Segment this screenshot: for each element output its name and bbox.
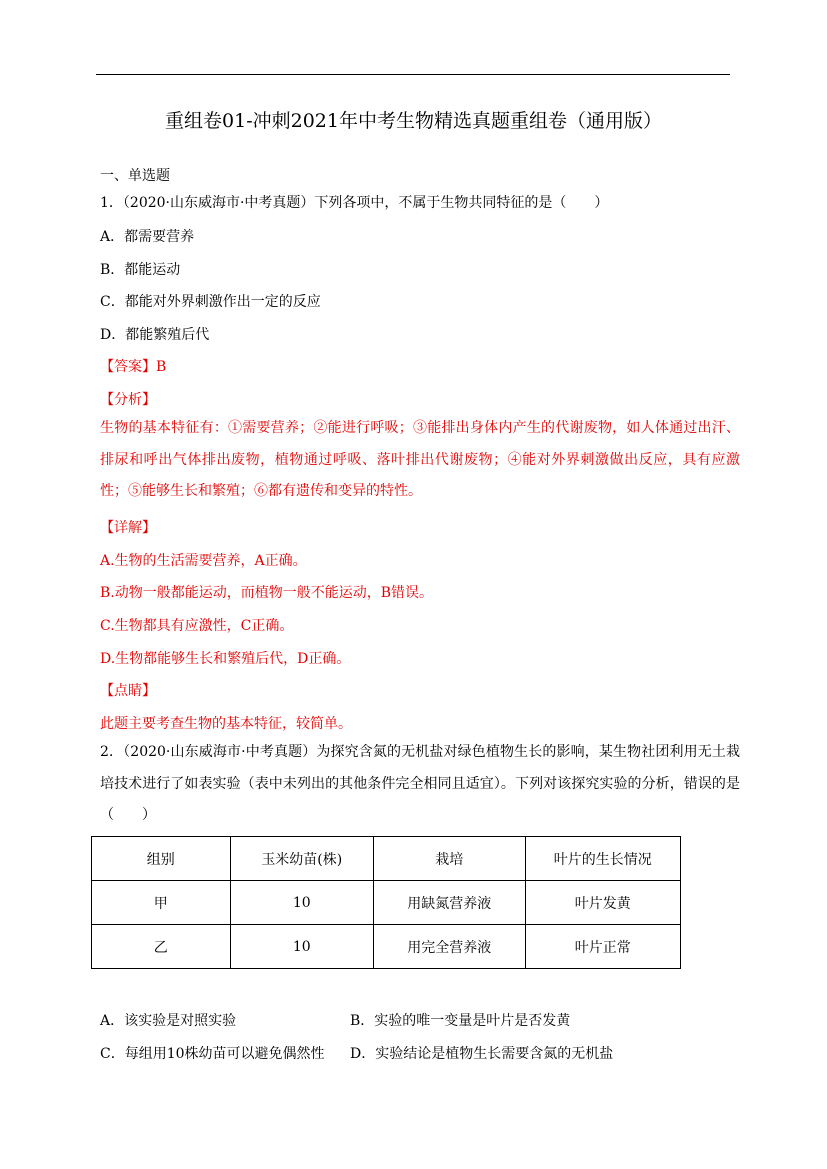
q1-detail-heading: 【详解】 bbox=[100, 520, 156, 536]
table-cell: 10 bbox=[230, 881, 374, 925]
q2-option-d: D．实验结论是植物生长需要含氮的无机盐 bbox=[350, 1046, 614, 1062]
q2-option-a: A．该实验是对照实验 bbox=[100, 1013, 237, 1029]
q1-analysis-text: 生物的基本特征有：①需要营养；②能进行呼吸；③能排出身体内产生的代谢废物，如人体通过出汗、排尿和呼出气体排出废物，植物通过呼吸、落叶排出代谢废物；④能对外界刺激做出反应，具有应激性；⑤能够生长和繁殖；⑥都有遗传和变异的特性。 bbox=[100, 420, 740, 499]
q1-comment-text: 此题主要考查生物的基本特征，较简单。 bbox=[100, 716, 352, 732]
question-1-stem: 1．（2020·山东威海市·中考真题）下列各项中，不属于生物共同特征的是（ ） bbox=[100, 195, 609, 211]
q1-detail-a: A.生物的生活需要营养，A正确。 bbox=[100, 553, 307, 569]
q1-option-b: B．都能运动 bbox=[100, 262, 181, 278]
table-cell: 甲 bbox=[92, 881, 231, 925]
table-cell: 10 bbox=[230, 925, 374, 969]
header-rule bbox=[96, 74, 730, 75]
q1-comment-heading: 【点睛】 bbox=[100, 683, 156, 699]
q2-option-c: C．每组用10株幼苗可以避免偶然性 bbox=[100, 1046, 325, 1062]
table-header: 玉米幼苗(株) bbox=[230, 837, 374, 881]
question-2-stem: 2．（2020·山东威海市·中考真题）为探究含氮的无机盐对绿色植物生长的影响，某生物社团利用无土栽培技术进行了如表实验（表中未列出的其他条件完全相同且适宜）。下列对该探究实验的分析，错误的是（ ） bbox=[100, 744, 740, 823]
table-row bbox=[92, 881, 681, 925]
table-header: 栽培 bbox=[374, 837, 525, 881]
q1-detail-b: B.动物一般都能运动，而植物一般不能运动，B错误。 bbox=[100, 585, 434, 601]
section-heading: 一、单选题 bbox=[100, 168, 170, 184]
table-header-row bbox=[92, 837, 681, 881]
table-cell: 用完全营养液 bbox=[374, 925, 525, 969]
page-title: 重组卷01-冲刺2021年中考生物精选真题重组卷（通用版） bbox=[165, 110, 662, 132]
q1-answer: 【答案】B bbox=[100, 359, 167, 375]
q1-option-c: C．都能对外界刺激作出一定的反应 bbox=[100, 294, 321, 310]
q2-option-b: B．实验的唯一变量是叶片是否发黄 bbox=[350, 1013, 571, 1029]
table-header: 组别 bbox=[92, 837, 231, 881]
table-cell: 用缺氮营养液 bbox=[374, 881, 525, 925]
table-cell: 叶片发黄 bbox=[525, 881, 680, 925]
q1-analysis-heading: 【分析】 bbox=[100, 392, 156, 408]
table-cell: 叶片正常 bbox=[525, 925, 680, 969]
table-cell: 乙 bbox=[92, 925, 231, 969]
q1-option-d: D．都能繁殖后代 bbox=[100, 327, 210, 343]
q1-detail-d: D.生物都能够生长和繁殖后代，D正确。 bbox=[100, 651, 351, 667]
q1-option-a: A．都需要营养 bbox=[100, 229, 195, 245]
table-header: 叶片的生长情况 bbox=[525, 837, 680, 881]
experiment-table bbox=[91, 836, 681, 969]
table-row bbox=[92, 925, 681, 969]
q1-detail-c: C.生物都具有应激性，C正确。 bbox=[100, 618, 294, 634]
